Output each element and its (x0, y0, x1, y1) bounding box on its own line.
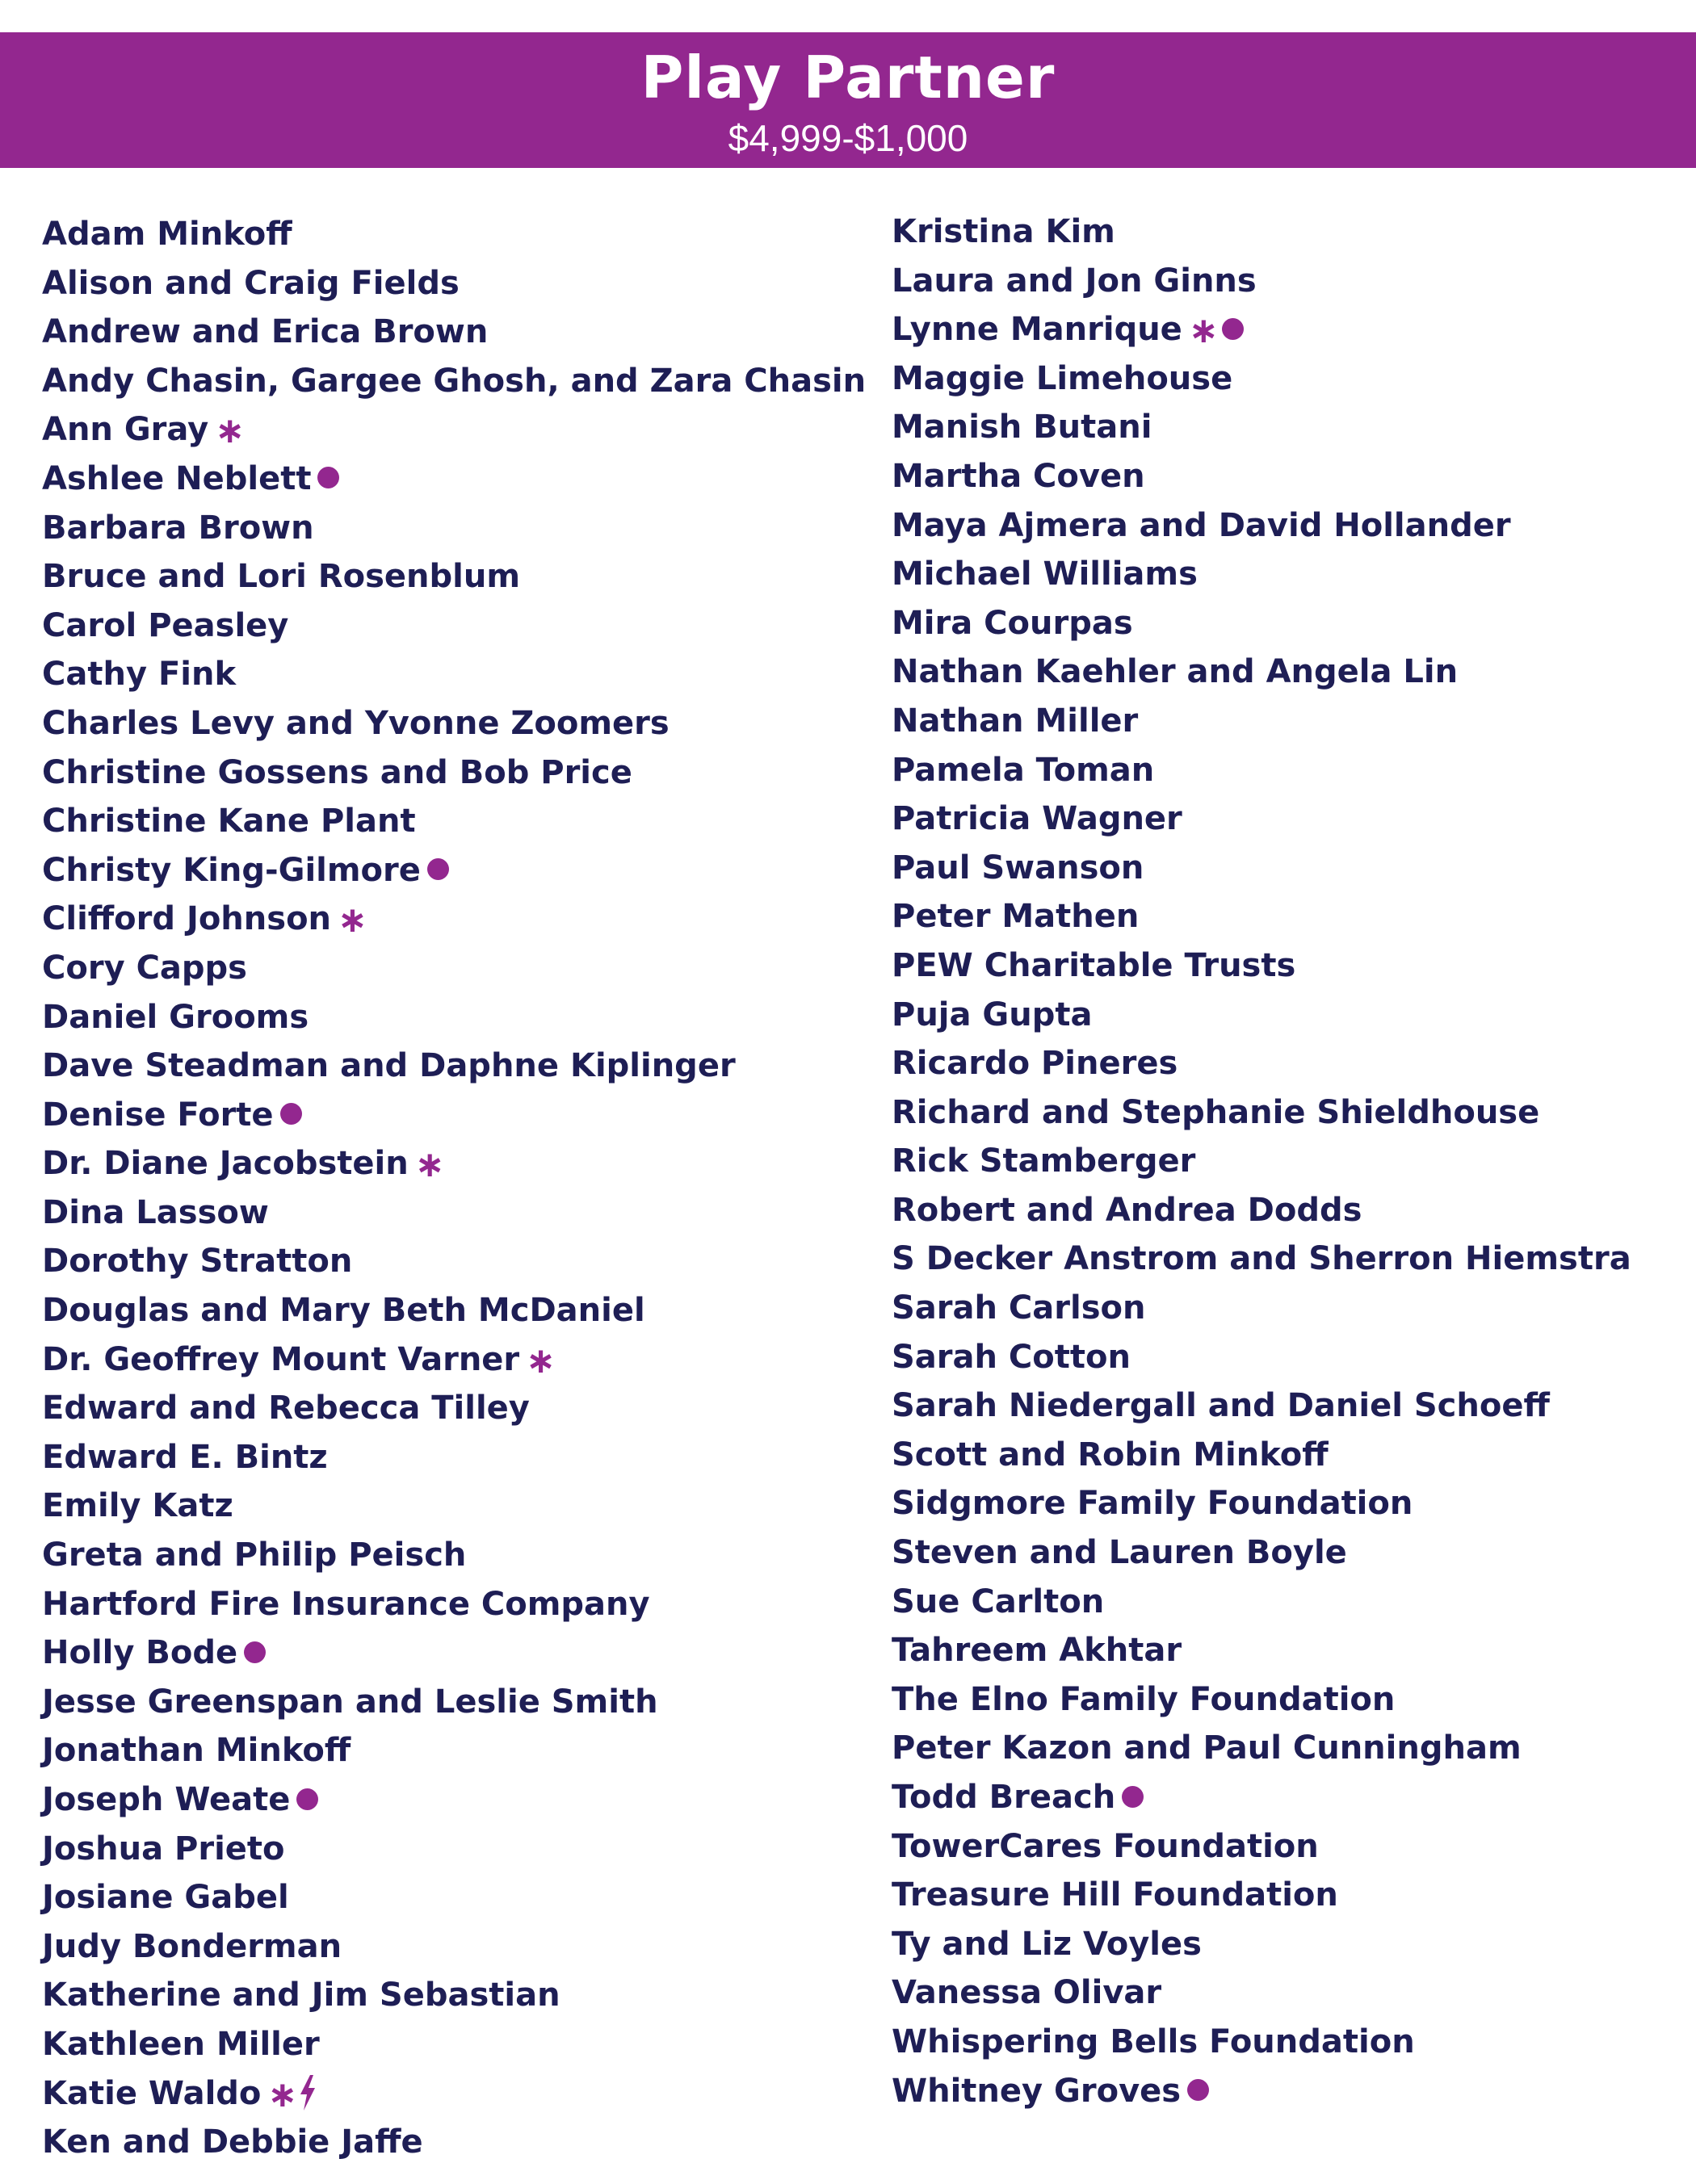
donor-name: Kristina Kim (892, 213, 1115, 250)
list-item (42, 1384, 866, 1433)
list-item (42, 1482, 866, 1531)
donor-name: Adam Minkoff (42, 216, 292, 253)
donor-name: Tahreem Akhtar (892, 1632, 1182, 1670)
donor-name: Peter Mathen (892, 898, 1140, 936)
donor-name: Daniel Grooms (42, 998, 309, 1036)
donor-name: Jesse Greenspan and Leslie Smith (42, 1683, 658, 1721)
dot-icon (280, 1103, 302, 1125)
donor-name: Laura and Jon Ginns (892, 262, 1257, 300)
list-item (42, 2020, 866, 2069)
donor-name: Richard and Stephanie Shieldhouse (892, 1093, 1540, 1131)
donor-name: Pamela Toman (892, 751, 1155, 789)
list-item (892, 1039, 1631, 1088)
donor-name: Barbara Brown (42, 509, 314, 547)
donor-name: Sidgmore Family Foundation (892, 1485, 1413, 1523)
donor-name: Denise Forte (42, 1096, 274, 1134)
donor-name: Todd Breach (892, 1779, 1116, 1816)
donor-name: Jonathan Minkoff (42, 1732, 351, 1770)
donor-name: Ricardo Pineres (892, 1045, 1178, 1083)
asterisk-icon: ∗ (1188, 310, 1219, 352)
list-item (892, 501, 1631, 551)
list-item (892, 844, 1631, 893)
donor-name: Steven and Lauren Boyle (892, 1534, 1347, 1572)
list-item (42, 1139, 866, 1188)
donor-name: Holly Bode (42, 1634, 238, 1672)
donor-name: Greta and Philip Peisch (42, 1536, 467, 1574)
donor-name: Edward and Rebecca Tilley (42, 1390, 530, 1427)
list-item (42, 455, 866, 504)
donor-name: Christy King-Gilmore (42, 851, 421, 889)
donor-name: Sarah Carlson (892, 1289, 1146, 1327)
list-item (42, 405, 866, 455)
list-item (892, 1333, 1631, 1382)
donor-name: PEW Charitable Trusts (892, 946, 1296, 984)
list-item (42, 1042, 866, 1091)
donor-name: Edward E. Bintz (42, 1438, 328, 1476)
donor-name: Whispering Bells Foundation (892, 2023, 1415, 2060)
list-item (42, 308, 866, 357)
list-item (892, 1088, 1631, 1138)
list-item (892, 1920, 1631, 1969)
donor-name: Sarah Niedergall and Daniel Schoeff (892, 1387, 1550, 1425)
list-item (892, 403, 1631, 452)
list-item (892, 991, 1631, 1040)
donor-name: Puja Gupta (892, 996, 1093, 1033)
list-item (42, 1580, 866, 1629)
lightning-icon (299, 2075, 317, 2111)
header-banner (0, 32, 1696, 168)
donor-name: Kathleen Miller (42, 2025, 320, 2063)
donor-name: Patricia Wagner (892, 800, 1182, 838)
list-item (892, 1479, 1631, 1528)
list-item (892, 1578, 1631, 1627)
list-item (42, 210, 866, 259)
dot-icon (427, 858, 449, 880)
list-item (892, 1822, 1631, 1872)
list-item (42, 1922, 866, 1972)
list-item (892, 452, 1631, 501)
donor-name: Charles Levy and Yvonne Zoomers (42, 704, 670, 742)
dot-icon (244, 1641, 266, 1663)
donation-range: $4,999-$1,000 (728, 117, 968, 159)
list-item (892, 1431, 1631, 1480)
asterisk-icon: ∗ (338, 899, 367, 941)
donor-name: Dr. Geoffrey Mount Varner (42, 1340, 520, 1378)
donor-name: Sue Carlton (892, 1582, 1105, 1620)
list-item (892, 354, 1631, 404)
dot-icon (317, 467, 339, 488)
donor-name: Nathan Miller (892, 702, 1139, 740)
list-item (892, 305, 1631, 354)
donor-name: Dina Lassow (42, 1193, 269, 1231)
donor-name: Ashlee Neblett (42, 459, 312, 497)
list-item (42, 699, 866, 748)
list-item (42, 1091, 866, 1140)
list-item (42, 602, 866, 651)
list-item (42, 1825, 866, 1874)
list-item (42, 895, 866, 944)
donor-name: Manish Butani (892, 409, 1152, 446)
donor-name: Nathan Kaehler and Angela Lin (892, 653, 1459, 691)
donor-name: Josiane Gabel (42, 1879, 289, 1917)
donor-name: Whitney Groves (892, 2072, 1182, 2110)
donor-name: Dorothy Stratton (42, 1243, 353, 1281)
donor-name: Joshua Prieto (42, 1830, 285, 1868)
donor-name: Mira Courpas (892, 604, 1133, 642)
donor-name: Robert and Andrea Dodds (892, 1191, 1362, 1229)
page-title: Play Partner (640, 44, 1056, 111)
list-item (892, 1724, 1631, 1773)
donor-name: TowerCares Foundation (892, 1827, 1319, 1865)
list-item (42, 1678, 866, 1727)
list-item (892, 1968, 1631, 2018)
donor-name: S Decker Anstrom and Sherron Hiemstra (892, 1240, 1631, 1278)
list-item (892, 599, 1631, 648)
list-item (42, 552, 866, 602)
donor-name: Hartford Fire Insurance Company (42, 1585, 650, 1623)
donor-name: Lynne Manrique (892, 311, 1182, 349)
list-item (892, 257, 1631, 306)
list-item (892, 648, 1631, 697)
list-item (42, 944, 866, 993)
donor-name: Clifford Johnson (42, 900, 332, 938)
list-item (42, 1629, 866, 1678)
asterisk-icon: ∗ (215, 410, 246, 452)
list-item (892, 2067, 1631, 2116)
list-item (42, 1237, 866, 1286)
donor-name: Emily Katz (42, 1487, 233, 1525)
donor-name: Rick Stamberger (892, 1142, 1196, 1180)
donor-name: Scott and Robin Minkoff (892, 1436, 1329, 1473)
donor-name: Ty and Liz Voyles (892, 1925, 1202, 1963)
list-item (42, 748, 866, 798)
list-item (892, 1675, 1631, 1725)
list-item (892, 1871, 1631, 1920)
donor-name: Ann Gray (42, 411, 209, 449)
list-item (42, 1433, 866, 1482)
list-item (42, 2069, 866, 2119)
donor-name: Vanessa Olivar (892, 1974, 1162, 2012)
list-item (892, 794, 1631, 844)
list-item (42, 846, 866, 895)
list-item (42, 993, 866, 1042)
donor-name: Cory Capps (42, 949, 247, 987)
list-item (892, 1626, 1631, 1675)
asterisk-icon: ∗ (414, 1144, 445, 1186)
donor-name: Katherine and Jim Sebastian (42, 1976, 560, 2014)
list-item (892, 941, 1631, 991)
list-item (42, 797, 866, 846)
list-item (892, 1381, 1631, 1431)
list-item (892, 1284, 1631, 1333)
donor-name: Alison and Craig Fields (42, 264, 460, 302)
donor-name: Christine Kane Plant (42, 803, 416, 840)
list-item (42, 1335, 866, 1385)
donor-name: Maya Ajmera and David Hollander (892, 506, 1511, 544)
list-item (42, 2118, 866, 2167)
donor-list-right (892, 208, 1631, 2115)
dot-icon (1222, 318, 1244, 340)
list-item (42, 1873, 866, 1922)
list-item (892, 2018, 1631, 2067)
list-item (892, 1773, 1631, 1822)
donor-name: Judy Bonderman (42, 1927, 342, 1965)
dot-icon (1187, 2079, 1209, 2101)
donor-name: Peter Kazon and Paul Cunningham (892, 1729, 1522, 1767)
donor-name: Maggie Limehouse (892, 359, 1233, 397)
list-item (892, 1528, 1631, 1578)
list-item (892, 892, 1631, 941)
donor-name: Paul Swanson (892, 849, 1144, 887)
list-item (892, 1235, 1631, 1284)
donor-name: Michael Williams (892, 555, 1198, 593)
list-item (42, 1188, 866, 1238)
list-item (892, 208, 1631, 257)
donor-name: Andy Chasin, Gargee Ghosh, and Zara Chasin (42, 362, 867, 400)
donor-name: Douglas and Mary Beth McDaniel (42, 1292, 645, 1330)
dot-icon (296, 1788, 318, 1810)
list-item (42, 259, 866, 308)
donor-name: Sarah Cotton (892, 1338, 1131, 1376)
asterisk-icon: ∗ (526, 1339, 556, 1381)
list-item (42, 1775, 866, 1825)
donor-name: Dr. Diane Jacobstein (42, 1145, 409, 1183)
donor-name: Joseph Weate (42, 1781, 291, 1818)
list-item (892, 697, 1631, 746)
list-item (42, 357, 866, 406)
list-item (892, 550, 1631, 599)
donor-name: Bruce and Lori Rosenblum (42, 558, 521, 596)
donor-name: Andrew and Erica Brown (42, 313, 489, 351)
donor-name: Katie Waldo (42, 2074, 262, 2112)
donor-name: Ken and Debbie Jaffe (42, 2123, 423, 2161)
donor-name: Cathy Fink (42, 656, 237, 694)
list-item (42, 1531, 866, 1580)
list-item (42, 504, 866, 553)
list-item (892, 1137, 1631, 1186)
asterisk-icon: ∗ (267, 2073, 298, 2115)
list-item (892, 1186, 1631, 1235)
list-item (42, 1971, 866, 2020)
donor-name: Martha Coven (892, 457, 1145, 495)
list-item (42, 650, 866, 699)
donor-list-left (42, 210, 866, 2167)
dot-icon (1122, 1786, 1144, 1808)
donor-name: Treasure Hill Foundation (892, 1876, 1338, 1914)
list-item (42, 1286, 866, 1335)
donor-name: The Elno Family Foundation (892, 1680, 1396, 1718)
donor-name: Dave Steadman and Daphne Kiplinger (42, 1047, 736, 1085)
donor-name: Carol Peasley (42, 606, 289, 644)
donor-name: Christine Gossens and Bob Price (42, 753, 632, 791)
list-item (892, 746, 1631, 795)
list-item (42, 1726, 866, 1775)
